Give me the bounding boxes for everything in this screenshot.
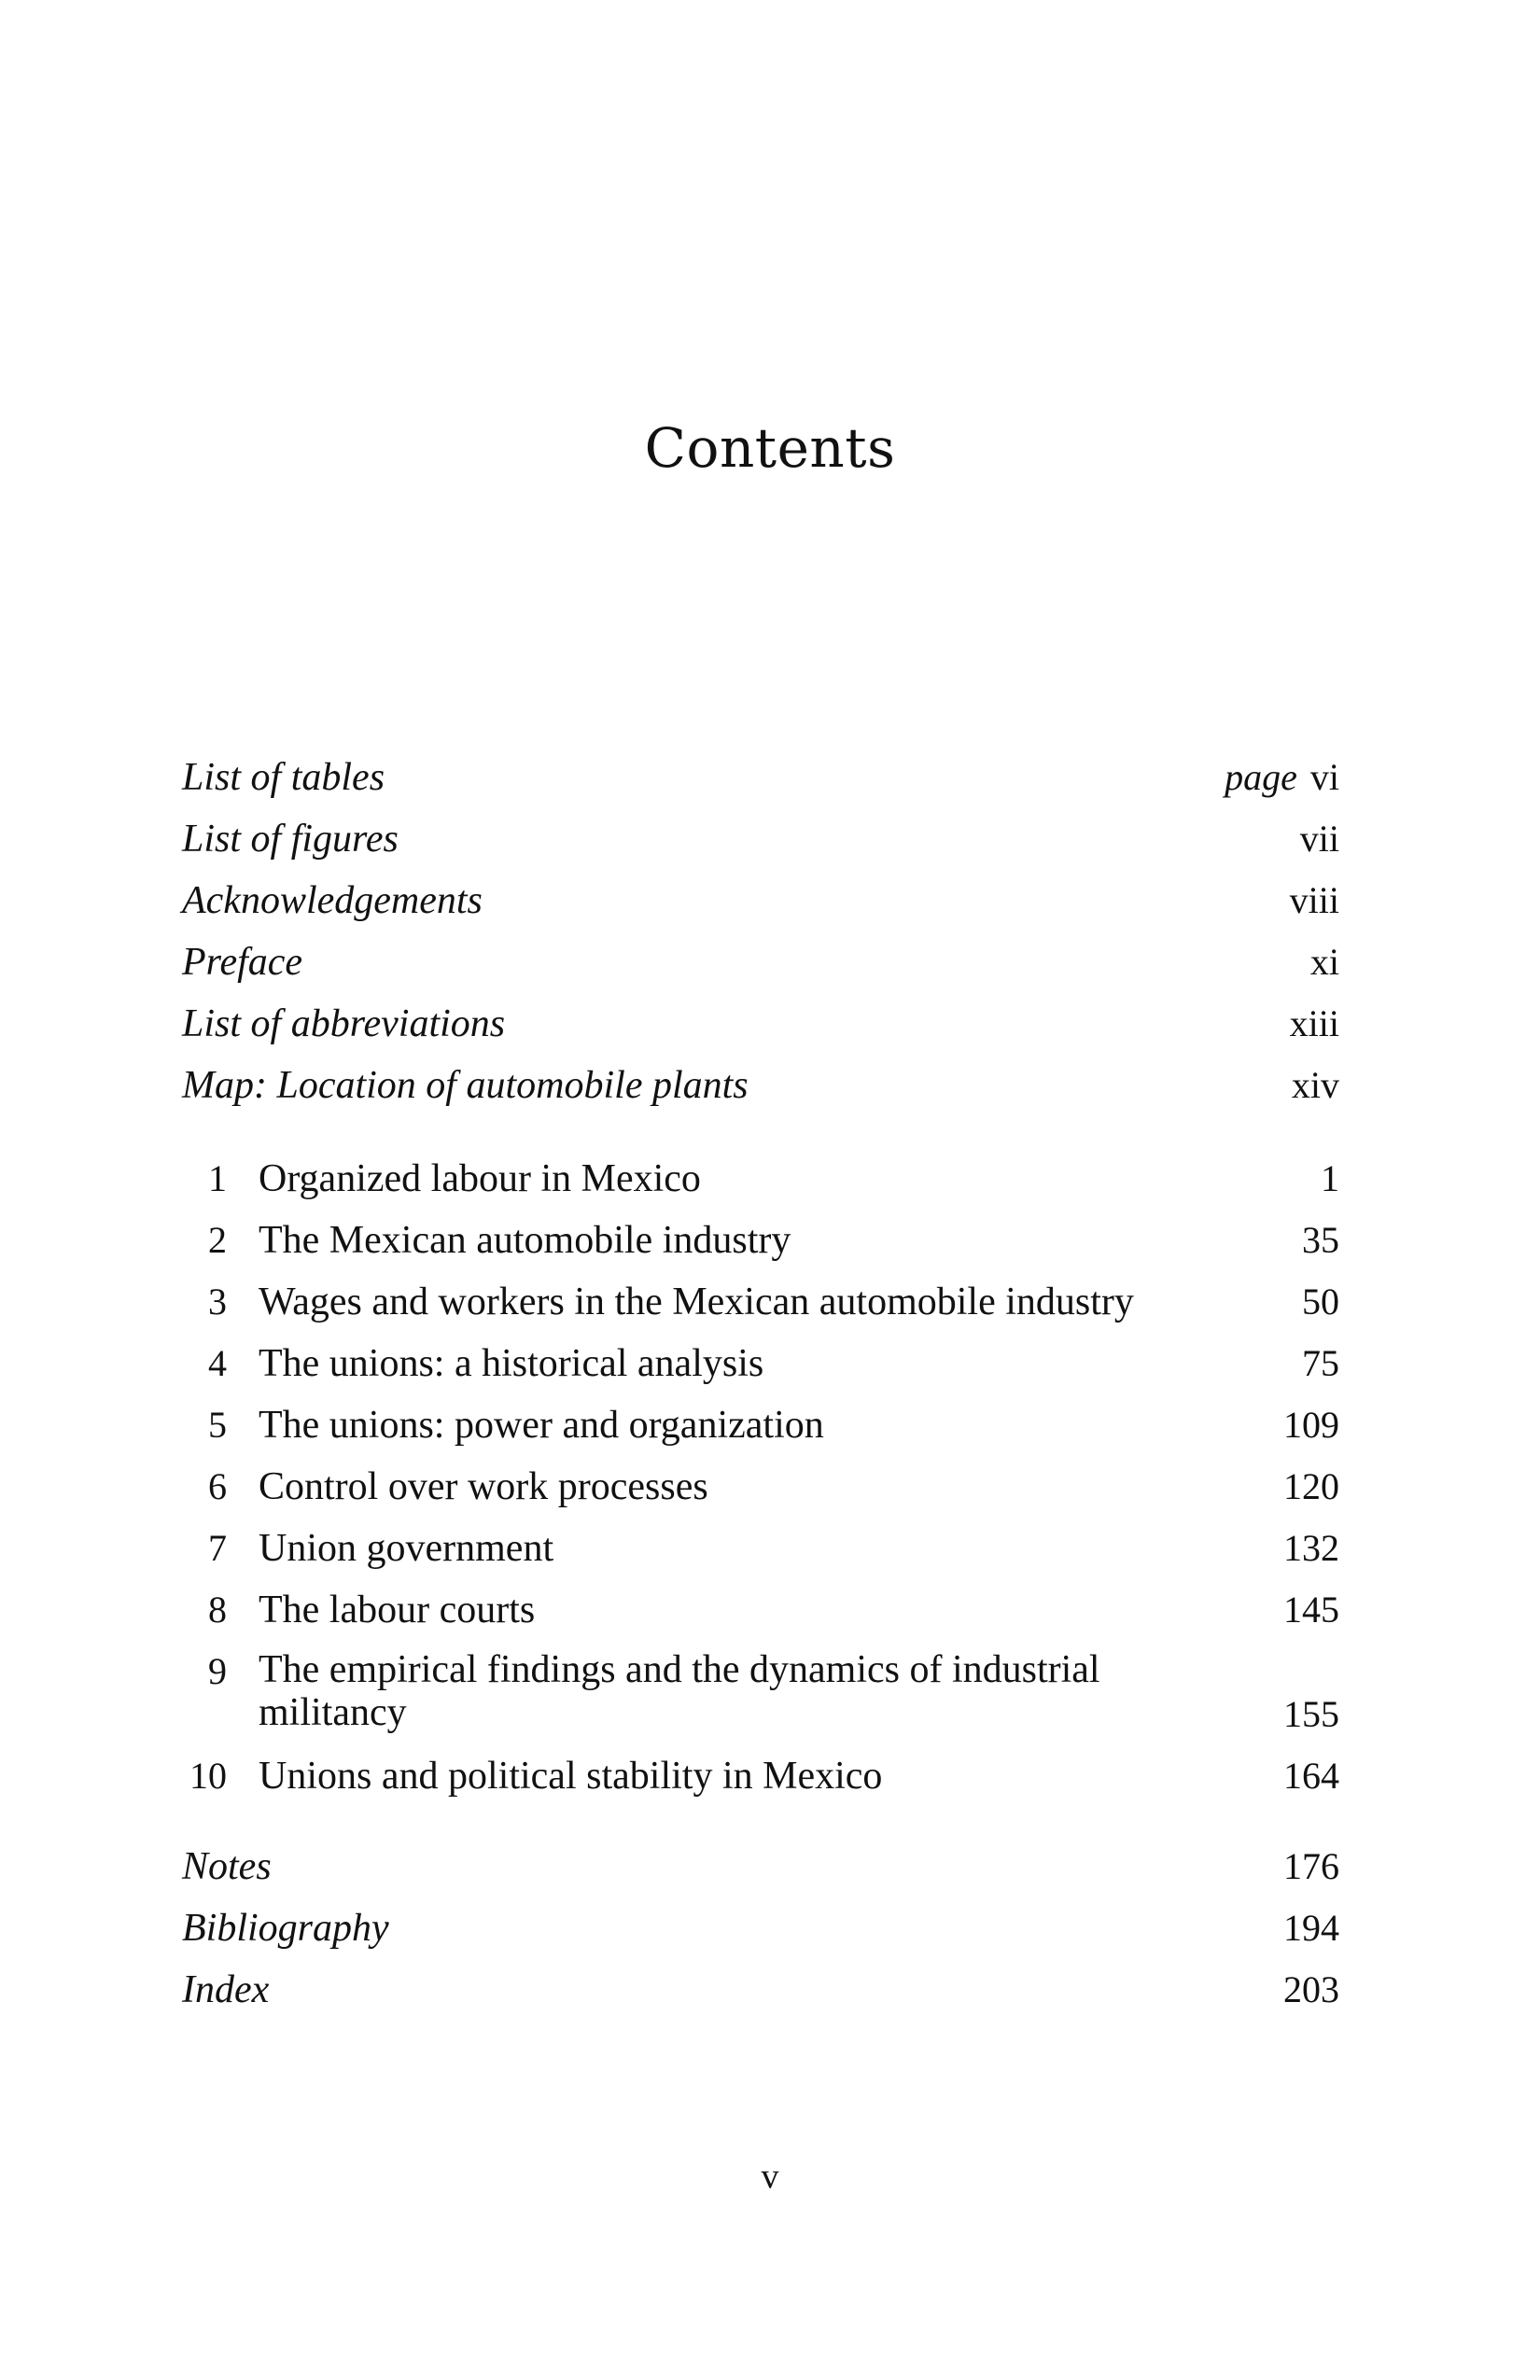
- toc-entry-page: [1225, 747, 1339, 808]
- toc-entry-page: 203: [1283, 1968, 1339, 2010]
- chapter-number: 1: [208, 1157, 227, 1199]
- toc-entry-title: Index: [182, 1968, 270, 2011]
- toc-entry-list-of-tables[interactable]: [182, 747, 1339, 808]
- front-matter-list: [182, 747, 1339, 1116]
- chapter-page: 120: [1283, 1465, 1339, 1507]
- toc-chapter-7[interactable]: [182, 1518, 1339, 1579]
- page-title: Contents: [644, 416, 896, 480]
- chapter-title: Union government: [259, 1527, 554, 1570]
- chapter-page: 1: [1321, 1157, 1339, 1199]
- toc-entry-preface[interactable]: [182, 931, 1339, 993]
- chapter-page: 132: [1283, 1527, 1339, 1569]
- chapter-page: 50: [1302, 1281, 1339, 1323]
- chapter-title: [259, 1648, 1220, 1734]
- chapter-page: 109: [1283, 1404, 1339, 1446]
- toc-entry-bibliography[interactable]: [182, 1897, 1339, 1959]
- toc-entry-index[interactable]: [182, 1959, 1339, 2021]
- toc-chapter-1[interactable]: [182, 1148, 1339, 1210]
- toc-chapter-6[interactable]: [182, 1456, 1339, 1518]
- chapter-number: 2: [208, 1219, 227, 1261]
- toc-entry-map[interactable]: [182, 1055, 1339, 1116]
- toc-entry-notes[interactable]: [182, 1836, 1339, 1897]
- toc-entry-title: List of abbreviations: [182, 1002, 506, 1045]
- page-prefix: page: [1225, 756, 1297, 798]
- toc-entry-page: xiv: [1291, 1064, 1339, 1106]
- toc-chapter-5[interactable]: [182, 1394, 1339, 1456]
- toc-entry-page: xiii: [1289, 1002, 1339, 1044]
- toc-entry-page: 176: [1283, 1845, 1339, 1887]
- chapter-number: 7: [208, 1527, 227, 1569]
- toc-entry-list-of-figures[interactable]: [182, 808, 1339, 870]
- chapter-title: The labour courts: [259, 1589, 536, 1631]
- toc-entry-page: vii: [1299, 818, 1339, 860]
- toc-chapter-8[interactable]: [182, 1579, 1339, 1641]
- chapter-title: Control over work processes: [259, 1465, 708, 1508]
- toc-chapter-4[interactable]: [182, 1333, 1339, 1394]
- toc-entry-acknowledgements[interactable]: [182, 870, 1339, 931]
- toc-entry-title: Acknowledgements: [182, 879, 483, 922]
- toc-entry-title: Preface: [182, 941, 303, 984]
- toc-entry-page: 194: [1283, 1907, 1339, 1949]
- chapter-title: Organized labour in Mexico: [259, 1157, 701, 1200]
- toc-entry-title: Notes: [182, 1845, 272, 1888]
- chapter-number: 6: [208, 1465, 227, 1507]
- chapter-number: 10: [189, 1755, 227, 1797]
- toc-entry-title: Bibliography: [182, 1907, 389, 1950]
- chapter-title: Unions and political stability in Mexico: [259, 1755, 883, 1798]
- toc-chapter-2[interactable]: [182, 1210, 1339, 1271]
- chapter-title-line-1: The empirical findings and the dynamics of industrial: [259, 1648, 1100, 1691]
- toc-entry-title: Map: Location of automobile plants: [182, 1064, 749, 1107]
- toc-entry-title: List of figures: [182, 818, 399, 861]
- toc-entry-page: xi: [1309, 941, 1339, 983]
- chapter-title: The Mexican automobile industry: [259, 1219, 791, 1262]
- chapter-number: 3: [208, 1281, 227, 1323]
- chapter-number: 8: [208, 1589, 227, 1631]
- chapter-page: 75: [1302, 1342, 1339, 1384]
- page-number: vi: [1309, 756, 1339, 798]
- chapter-page: 145: [1283, 1589, 1339, 1631]
- toc-entry-page: viii: [1289, 879, 1339, 921]
- chapter-page: 35: [1302, 1219, 1339, 1261]
- toc-entry-title: List of tables: [182, 756, 385, 799]
- chapter-title: The unions: a historical analysis: [259, 1342, 764, 1385]
- chapter-list: [182, 1148, 1339, 1807]
- back-matter-list: [182, 1836, 1339, 2021]
- chapter-title: Wages and workers in the Mexican automobile industry: [259, 1281, 1134, 1323]
- chapter-page: 155: [1283, 1693, 1339, 1735]
- chapter-page: 164: [1283, 1755, 1339, 1797]
- toc-chapter-9[interactable]: [182, 1641, 1339, 1745]
- chapter-title-line-2: militancy: [259, 1691, 407, 1734]
- toc-entry-list-of-abbreviations[interactable]: [182, 993, 1339, 1055]
- toc-chapter-3[interactable]: [182, 1271, 1339, 1333]
- chapter-number: 4: [208, 1342, 227, 1384]
- page-folio: v: [761, 2157, 779, 2196]
- chapter-number: 9: [208, 1650, 227, 1692]
- chapter-title: The unions: power and organization: [259, 1404, 824, 1447]
- toc-chapter-10[interactable]: [182, 1745, 1339, 1807]
- chapter-number: 5: [208, 1404, 227, 1446]
